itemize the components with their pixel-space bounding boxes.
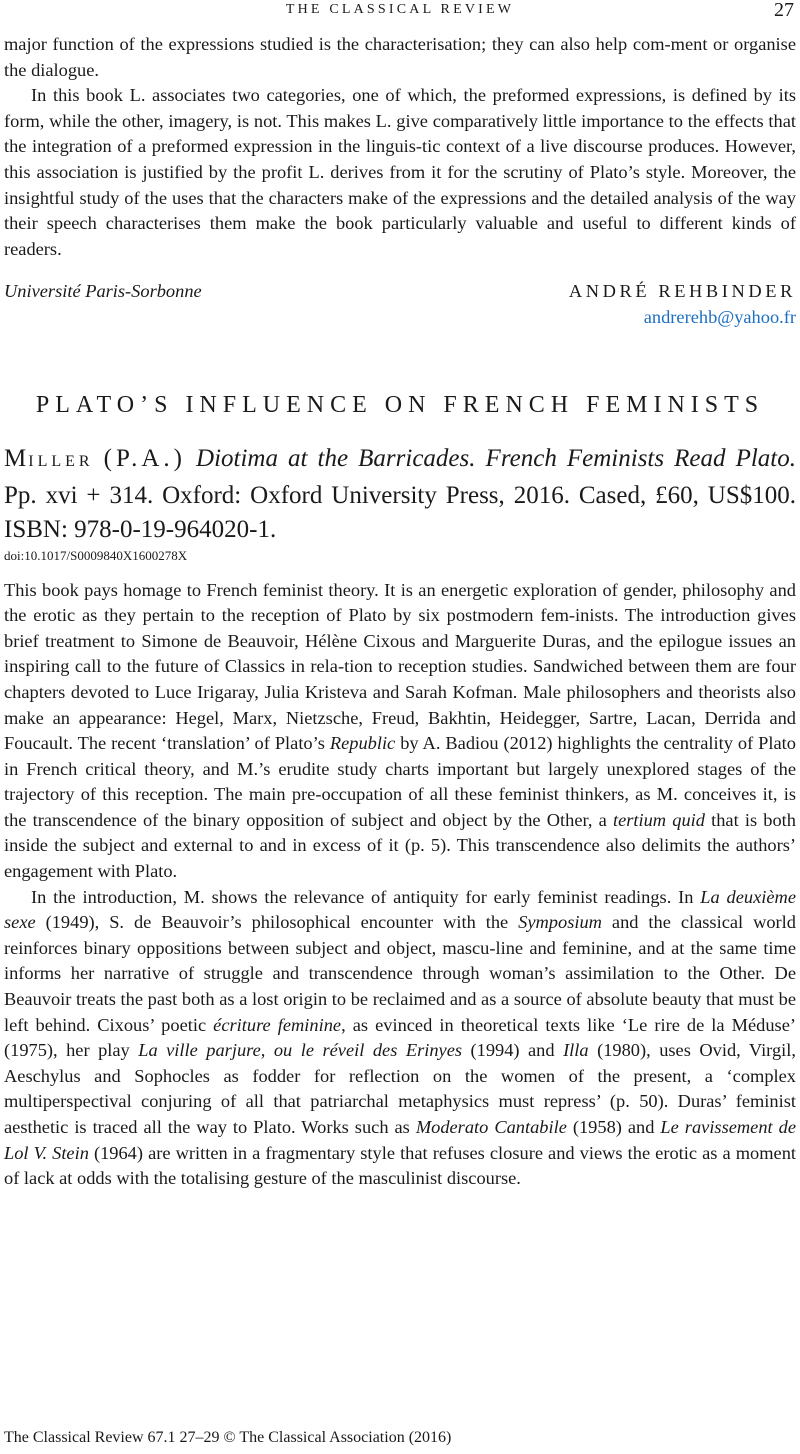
book-details: Pp. xvi + 314. Oxford: Oxford University Press, 2016. Cased, £60, US$100. ISBN: 978-0-19-964020-1. [4, 481, 796, 543]
author-surname: ILLER [28, 452, 94, 470]
page-footer: The Classical Review 67.1 27–29 © The Classical Association (2016) [4, 1429, 452, 1446]
reviewer-email-link[interactable]: andrerehb@yahoo.fr [643, 306, 796, 327]
body-paragraph: This book pays homage to French feminist theory. It is an energetic exploration of gender, philosophy and the erotic as they pertain to the reception of Plato by six postmodern fem-inists. The introduction gives brief treatment to Simone de Beauvoir, Hélène Cixous and Marguerite Duras, and the epilogue issues an inspiring call to the future of Classics in rela-tion to reception studies. Sandwiched between them are four chapters devoted to Luce Irigaray, Julia Kristeva and Sarah Kofman. Male philosophers and theorists also make an appearance: Hegel, Marx, Nietzsche, Freud, Bakhtin, Heidegger, Sartre, Lacan, Derrida and Foucault. The recent ‘translation’ of Plato’s Republic by A. Badiou (2012) highlights the centrality of Plato in French critical theory, and M.’s erudite study charts important but largely unexplored stages of the trajectory of this reception. The main pre-occupation of all these feminist thinkers, as M. conceives it, is the transcendence of the binary opposition of subject and object by the Other, a tertium quid that is both inside the subject and external to and in excess of it (p. 5). This transcendence also delimits the authors’ engagement with Plato. [4, 579, 796, 882]
previous-review-paragraph: major function of the expressions studied is the characterisation; they can also help com-ment or organise the dialogue. [4, 34, 796, 80]
journal-title: THE CLASSICAL REVIEW [285, 2, 515, 17]
author-initials: (P.A.) [103, 444, 186, 472]
article-content [4, 32, 796, 1192]
author-initial: M [4, 444, 29, 472]
reviewer-name: ANDRÉ REHBINDER [568, 281, 796, 302]
reviewer-institution: Université Paris-Sorbonne [4, 281, 202, 302]
review-title: PLATO’S INFLUENCE ON FRENCH FEMINISTS [35, 391, 765, 418]
running-head [0, 0, 800, 24]
book-citation [4, 442, 796, 547]
doi-link[interactable]: doi:10.1017/S0009840X1600278X [4, 547, 188, 563]
book-title: Diotima at the Barricades. French Feminists Read Plato. [196, 444, 796, 472]
reviewer-signature [4, 279, 796, 305]
previous-review-paragraph: In this book L. associates two categories, one of which, the preformed expressions, is defined by its form, while the other, imagery, is not. This makes L. give comparatively little importance to the effects that the integration of a preformed expression in the linguis-tic context of a live discourse produces. However, this association is justified by the profit L. derives from it for the scrutiny of Plato’s style. Moreover, the insightful study of the uses that the characters make of the expressions and the detailed analysis of the way their speech characterises them make the book particularly valuable and useful to different kinds of readers. [4, 85, 796, 259]
body-paragraph: In the introduction, M. shows the relevance of antiquity for early feminist readings. In La deuxième sexe (1949), S. de Beauvoir’s philosophical encounter with the Symposium and the classical world reinforces binary oppositions between subject and object, mascu-line and feminine, and at the same time informs her narrative of struggle and transcendence through woman’s assimilation to the Other. De Beauvoir treats the past both as a lost origin to be reclaimed and as a source of absolute beauty that must be left behind. Cixous’ poetic écriture feminine, as evinced in theoretical texts like ‘Le rire de la Méduse’ (1975), her play La ville parjure, ou le réveil des Erinyes (1994) and Illa (1980), uses Ovid, Virgil, Aeschylus and Sophocles as fodder for reflection on the women of the present, a ‘complex multiperspectival conjuring of all that patriarchal metaphysics must repress’ (p. 50). Duras’ feminist aesthetic is traced all the way to Plato. Works such as Moderato Cantabile (1958) and Le ravissement de Lol V. Stein (1964) are written in a fragmentary style that refuses closure and views the erotic as a moment of lack at odds with the totalising gesture of the masculinist discourse. [4, 886, 796, 1189]
page-number: 27 [774, 0, 794, 21]
